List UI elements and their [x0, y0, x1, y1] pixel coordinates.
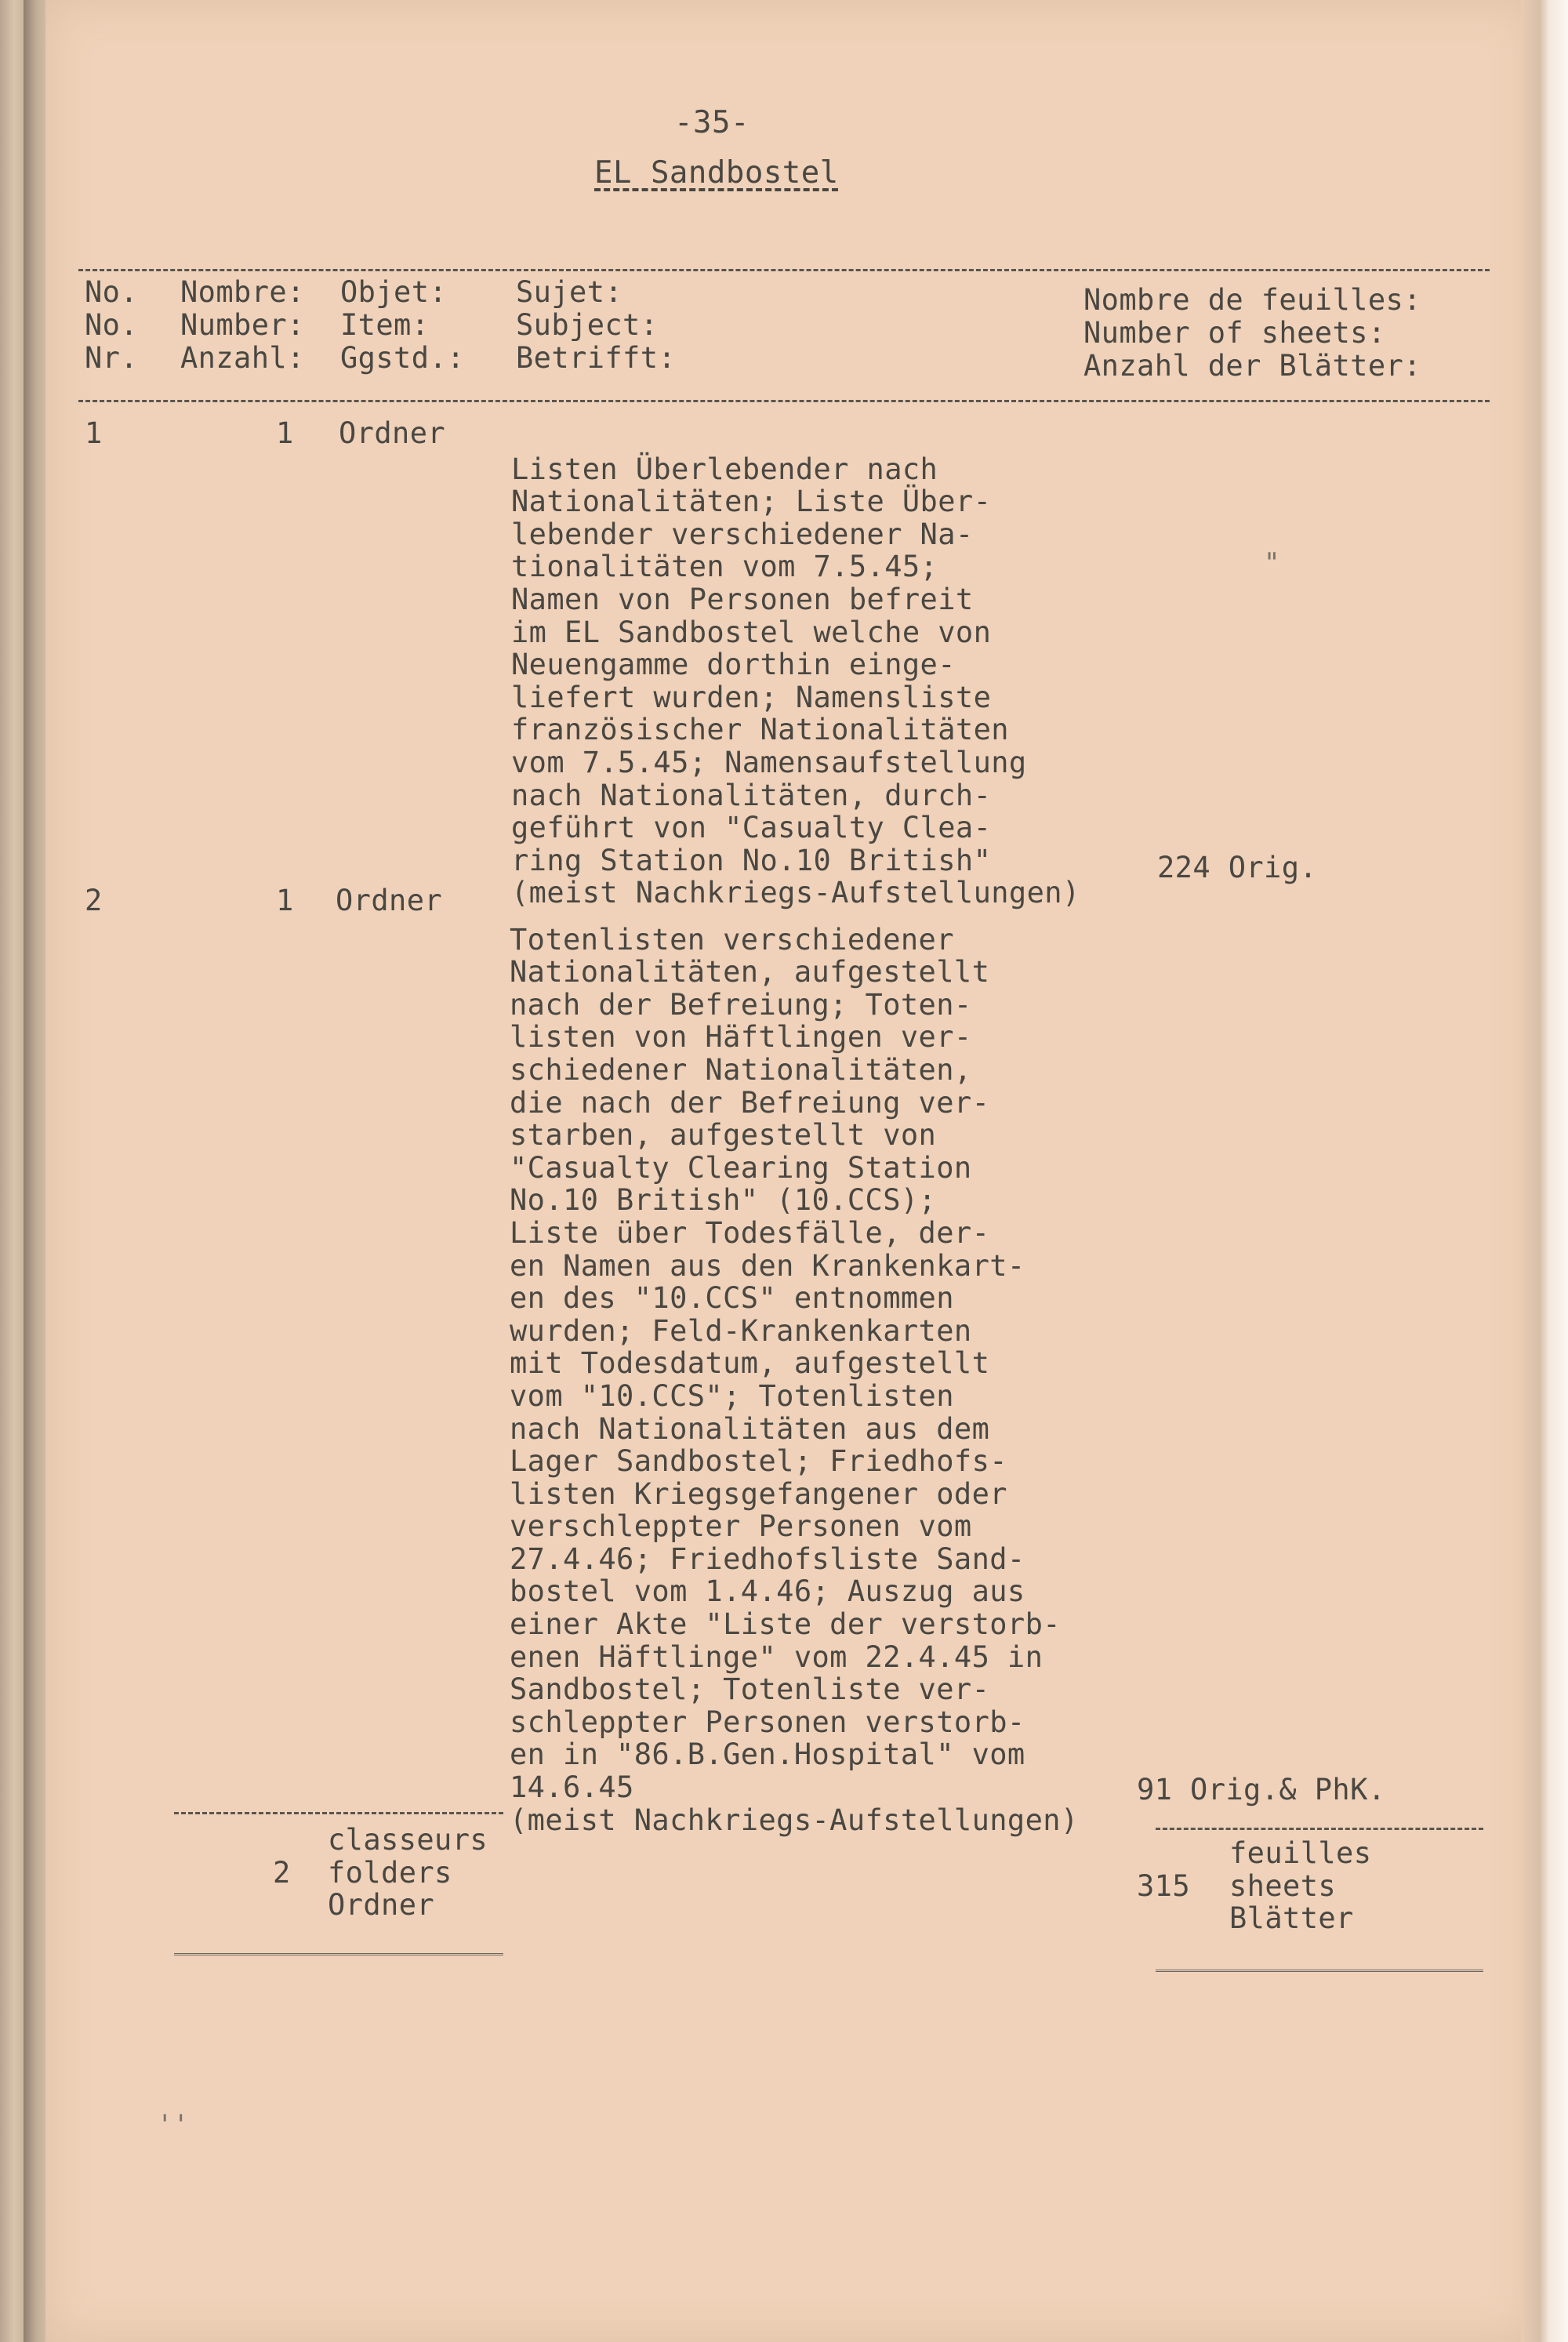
entry-2-subject-line: listen Kriegsgefangener oder: [510, 1476, 1007, 1511]
header-bottom-rule: [78, 400, 1490, 402]
header-no-en: No.: [85, 308, 139, 342]
header-top-rule: [78, 269, 1490, 271]
header-item-en: Item:: [340, 308, 430, 342]
header-item-column: [340, 276, 465, 375]
header-count-en: Number:: [180, 308, 305, 342]
entry-2-subject-line: Lager Sandbostel; Friedhofs-: [510, 1444, 1007, 1479]
entry-1-subject-line: geführt von "Casualty Clea-: [511, 811, 992, 845]
total-folder-units: [328, 1824, 488, 1922]
header-subject-en: Subject:: [516, 308, 659, 342]
header-no-fr: No.: [85, 275, 139, 309]
entry-2-subject-line: Sandbostel; Totenliste ver-: [510, 1672, 990, 1707]
header-item-de: Ggstd.:: [340, 341, 465, 375]
entry-2-subject-line: wurden; Feld-Krankenkarten: [510, 1313, 972, 1348]
entry-1-subject-line: im EL Sandbostel welche von: [511, 615, 992, 649]
entry-2-count: 1: [276, 884, 294, 917]
entry-1-subject-line: Neuengamme dorthin einge-: [511, 648, 956, 682]
entry-1-subject-line: Namen von Personen befreit: [511, 582, 974, 616]
entry-1-subject-line: (meist Nachkriegs-Aufstellungen): [511, 876, 1080, 910]
entry-2-subject-line: Liste über Todesfälle, der-: [510, 1215, 990, 1250]
header-count-column: [180, 276, 305, 375]
entry-1-subject-line: französischer Nationalitäten: [511, 713, 1009, 747]
header-sheets-column: [1083, 284, 1421, 383]
page-number: -35-: [674, 105, 750, 140]
entry-1-subject-line: tionalitäten vom 7.5.45;: [511, 550, 938, 584]
total-sheets-unit-en: sheets: [1229, 1868, 1337, 1903]
entry-2-subject-line: verschleppter Personen vom: [510, 1509, 972, 1544]
header-subject-de: Betrifft:: [516, 341, 677, 375]
entry-2-subject-line: Totenlisten verschiedener: [510, 922, 954, 957]
entry-2-subject-line: listen von Häftlingen ver-: [510, 1020, 972, 1055]
entry-2-subject-line: (meist Nachkriegs-Aufstellungen): [510, 1803, 1079, 1837]
entry-2-subject-line: nach Nationalitäten aus dem: [510, 1411, 990, 1446]
entry-2-subject-line: Nationalitäten, aufgestellt: [510, 955, 990, 989]
header-count-fr: Nombre:: [180, 275, 305, 309]
entry-2-subject-line: en des "10.CCS" entnommen: [510, 1281, 954, 1316]
total-folder-count: 2: [273, 1856, 291, 1890]
totals-right-double-rule: [1156, 1970, 1483, 1975]
margin-pencil-mark: ": [1264, 547, 1280, 579]
entry-2-item: Ordner: [336, 884, 443, 917]
header-no-column: [85, 276, 138, 375]
adjacent-page-edge: [0, 0, 24, 2342]
entry-2-subject-line: starben, aufgestellt von: [510, 1118, 937, 1153]
header-sheets-de: Anzahl der Blätter:: [1083, 349, 1421, 383]
totals-left-double-rule: [174, 1953, 503, 1959]
entry-2-subject-line: mit Todesdatum, aufgestellt: [510, 1346, 990, 1381]
entry-1-count: 1: [276, 416, 294, 450]
total-sheets-unit-de: Blätter: [1229, 1901, 1354, 1936]
entry-2-subject-line: en Namen aus den Krankenkart-: [510, 1248, 1025, 1283]
entry-1-subject-line: Nationalitäten; Liste Über-: [511, 485, 992, 519]
entry-1-subject-line: ring Station No.10 British": [511, 843, 992, 877]
header-count-de: Anzahl:: [180, 341, 305, 375]
header-sheets-en: Number of sheets:: [1083, 316, 1386, 350]
totals-left-rule: [174, 1812, 503, 1814]
entry-2-subject-line: vom "10.CCS"; Totenlisten: [510, 1378, 954, 1413]
entry-1-no: 1: [85, 416, 103, 450]
entry-2-subject-line: "Casualty Clearing Station: [510, 1150, 972, 1185]
entry-2-subject-line: en in "86.B.Gen.Hospital" vom: [510, 1737, 1025, 1772]
total-unit-en: folders: [328, 1855, 452, 1890]
totals-right-rule: [1156, 1828, 1483, 1830]
entry-2-subject: [510, 891, 1079, 1836]
header-subject-fr: Sujet:: [516, 275, 623, 309]
entry-2-subject-line: 27.4.46; Friedhofsliste Sand-: [510, 1541, 1025, 1576]
entry-1-subject-line: lebender verschiedener Na-: [511, 517, 974, 551]
header-sheets-fr: Nombre de feuilles:: [1083, 283, 1421, 317]
entry-2-subject-line: No.10 British" (10.CCS);: [510, 1183, 937, 1218]
bottom-pencil-mark: '': [157, 2109, 189, 2140]
total-sheets-units: [1229, 1837, 1371, 1935]
entry-2-subject-line: nach der Befreiung; Toten-: [510, 987, 972, 1022]
entry-2-subject-line: 14.6.45: [510, 1770, 634, 1805]
total-unit-fr: classeurs: [328, 1823, 488, 1857]
total-sheets-unit-fr: feuilles: [1229, 1836, 1372, 1870]
entry-1-subject-line: liefert wurden; Namensliste: [511, 680, 992, 714]
entry-1-sheets: 224 Orig.: [1157, 851, 1318, 884]
header-item-fr: Objet:: [340, 275, 448, 309]
entry-1-item: Ordner: [339, 416, 446, 450]
entry-2-subject-line: schleppter Personen verstorb-: [510, 1705, 1025, 1739]
entry-1-subject-line: nach Nationalitäten, durch-: [511, 778, 992, 812]
page-right-edge: [1521, 0, 1568, 2342]
entry-1-subject-line: Listen Überlebender nach: [511, 452, 938, 486]
total-unit-de: Ordner: [328, 1888, 435, 1923]
header-subject-column: [516, 276, 676, 375]
document-title: EL Sandbostel: [594, 155, 839, 191]
entry-1-subject: [511, 420, 1080, 910]
header-no-de: Nr.: [85, 341, 139, 375]
entry-2-subject-line: enen Häftlinge" vom 22.4.45 in: [510, 1639, 1044, 1674]
entry-1-subject-line: vom 7.5.45; Namensaufstellung: [511, 745, 1027, 779]
entry-2-no: 2: [85, 884, 103, 917]
entry-2-subject-line: die nach der Befreiung ver-: [510, 1085, 990, 1120]
entry-2-sheets: 91 Orig.& PhK.: [1137, 1773, 1386, 1806]
entry-2-subject-line: schiedener Nationalitäten,: [510, 1052, 972, 1087]
entry-2-subject-line: bostel vom 1.4.46; Auszug aus: [510, 1574, 1025, 1609]
entry-2-subject-line: einer Akte "Liste der verstorb-: [510, 1607, 1061, 1642]
total-sheets-count: 315: [1137, 1869, 1191, 1903]
